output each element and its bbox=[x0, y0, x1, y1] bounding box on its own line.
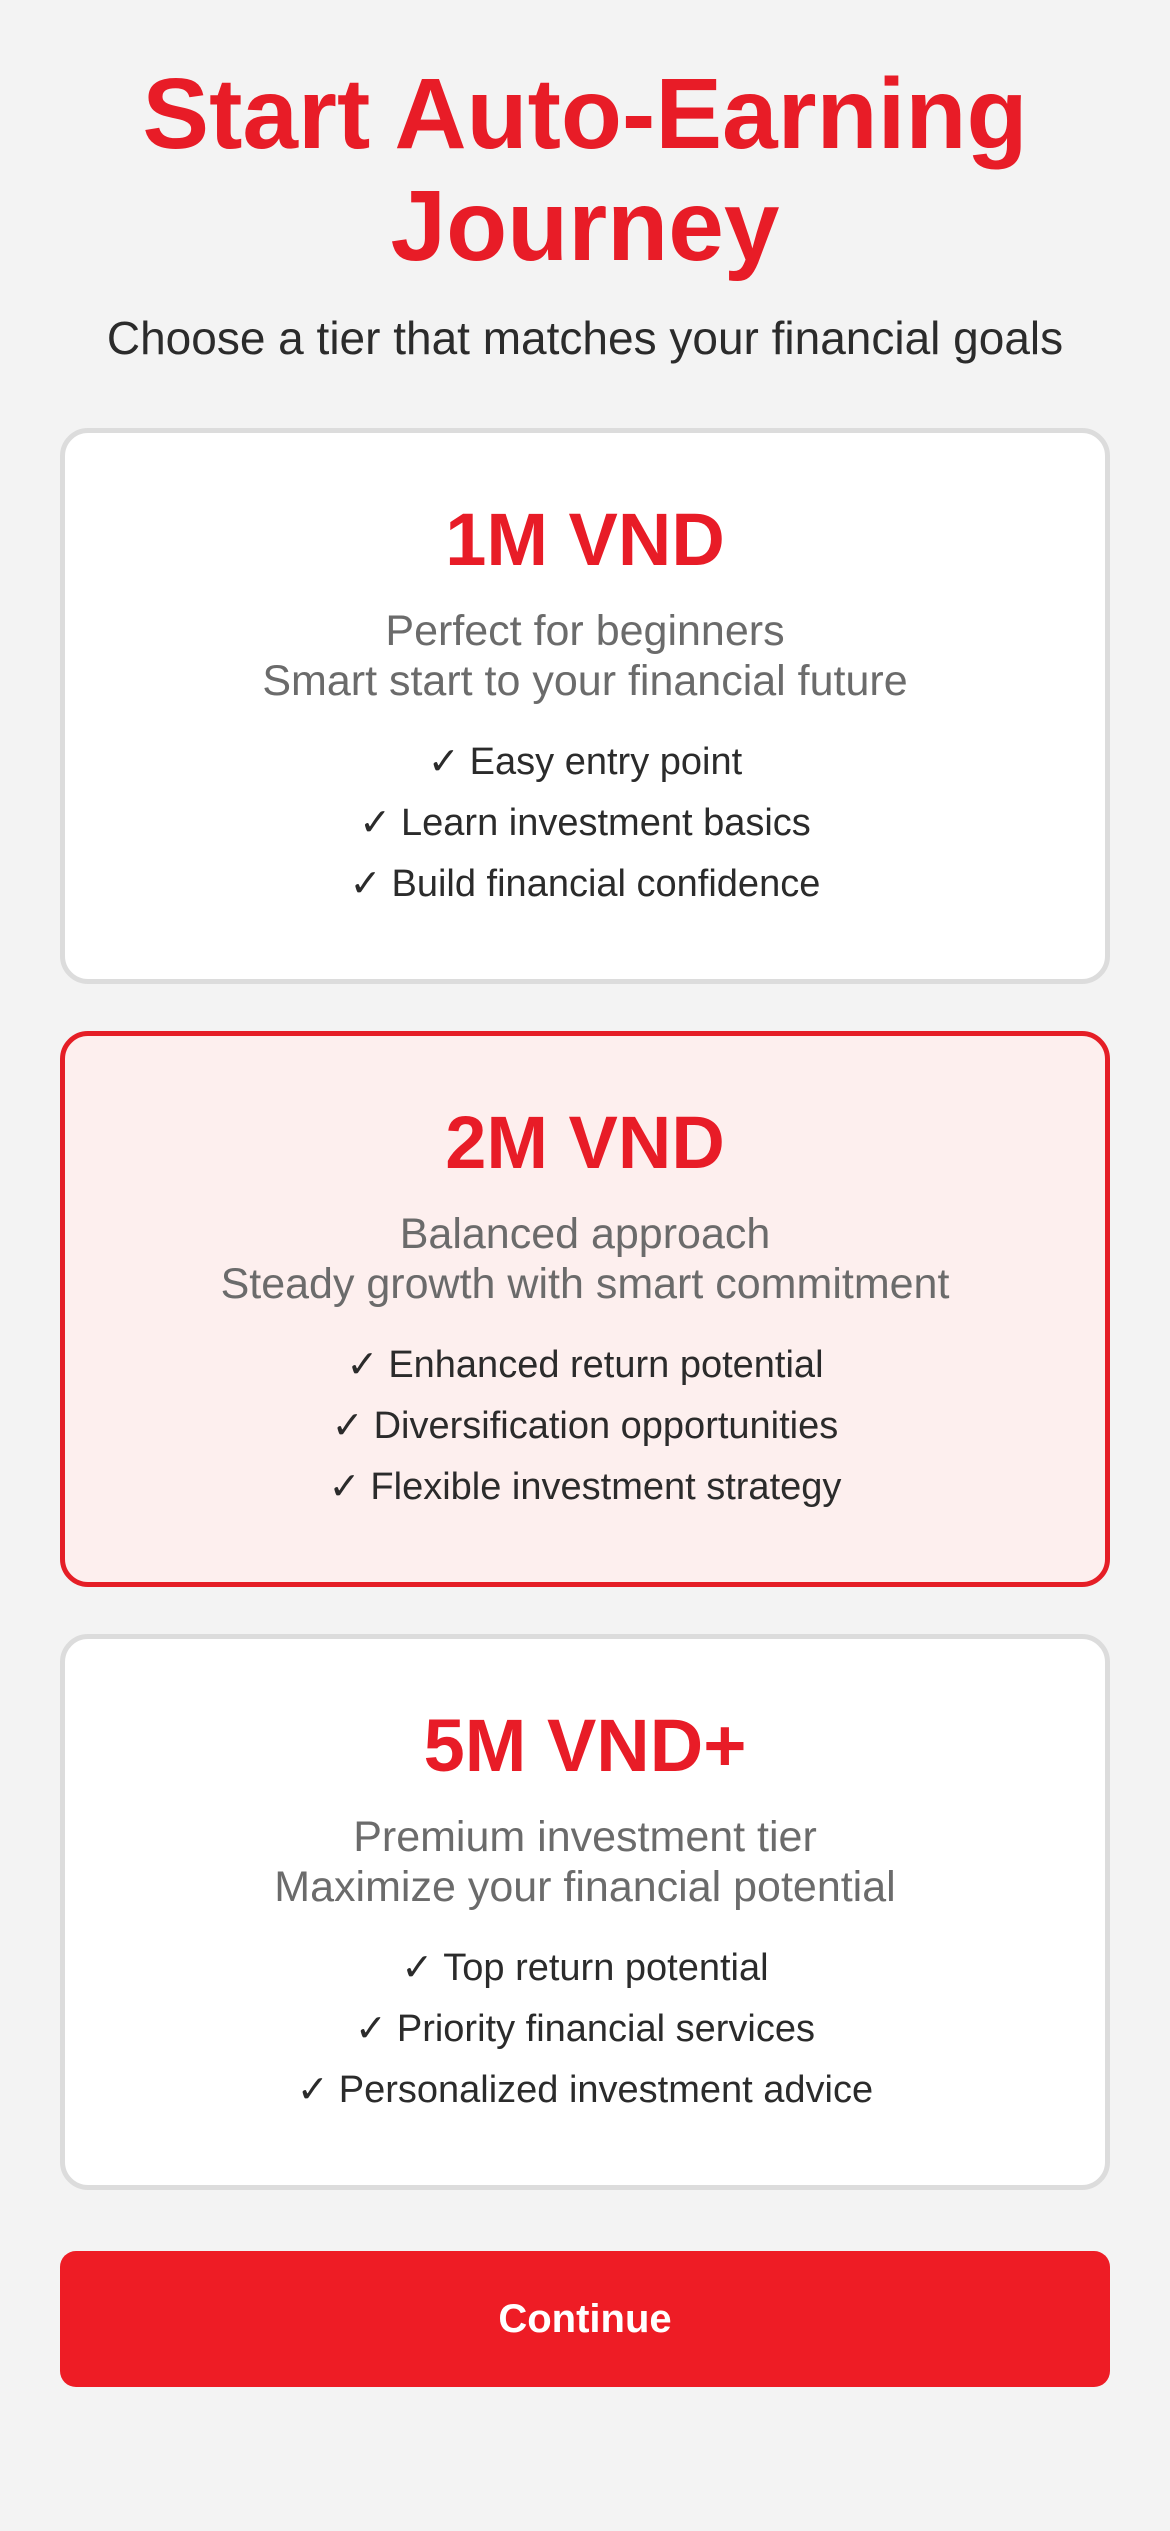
tier-detail: Smart start to your financial future bbox=[262, 657, 908, 705]
tier-feature-label: Diversification opportunities bbox=[373, 1405, 839, 1447]
tier-tagline: Balanced approach bbox=[399, 1210, 771, 1258]
check-icon: ✓ bbox=[359, 800, 392, 844]
tier-feature bbox=[65, 792, 1105, 853]
tier-feature-label: Learn investment basics bbox=[401, 802, 811, 844]
continue-button[interactable]: Continue bbox=[60, 2251, 1110, 2387]
title-line-1: Start Auto-Earning bbox=[142, 58, 1028, 170]
check-icon: ✓ bbox=[346, 1342, 379, 1386]
tier-feature-label: Easy entry point bbox=[469, 741, 743, 783]
tier-price: 1M VND bbox=[445, 498, 725, 581]
tier-feature-label: Priority financial services bbox=[396, 2008, 815, 2050]
tier-feature-label: Personalized investment advice bbox=[338, 2069, 874, 2111]
check-icon: ✓ bbox=[349, 861, 382, 905]
page-subtitle: Choose a tier that matches your financial goals bbox=[106, 312, 1064, 364]
tier-card-1m[interactable] bbox=[60, 428, 1110, 984]
check-icon: ✓ bbox=[401, 1945, 434, 1989]
tier-feature-label: Build financial confidence bbox=[391, 863, 821, 905]
tier-card-2m[interactable] bbox=[60, 1031, 1110, 1587]
tier-feature-label: Enhanced return potential bbox=[388, 1344, 824, 1386]
tier-feature-label: Flexible investment strategy bbox=[370, 1466, 842, 1508]
tier-feature bbox=[65, 731, 1105, 792]
tier-feature-list bbox=[65, 1937, 1105, 2120]
page-title bbox=[0, 58, 1170, 282]
tier-feature bbox=[65, 1334, 1105, 1395]
tier-feature bbox=[65, 1456, 1105, 1517]
tier-feature-list bbox=[65, 731, 1105, 914]
tier-feature bbox=[65, 853, 1105, 914]
tier-description bbox=[65, 606, 1105, 706]
tier-feature bbox=[65, 1395, 1105, 1456]
tier-tagline: Perfect for beginners bbox=[385, 607, 785, 655]
tier-feature-label: Top return potential bbox=[443, 1947, 769, 1989]
tier-price: 2M VND bbox=[445, 1101, 725, 1184]
check-icon: ✓ bbox=[328, 1464, 361, 1508]
tier-feature bbox=[65, 2059, 1105, 2120]
check-icon: ✓ bbox=[355, 2006, 387, 2050]
check-icon: ✓ bbox=[296, 2067, 329, 2111]
tier-description bbox=[65, 1812, 1105, 1912]
tier-card-5m-plus[interactable] bbox=[60, 1634, 1110, 2190]
tier-tagline: Premium investment tier bbox=[353, 1813, 817, 1861]
check-icon: ✓ bbox=[331, 1403, 364, 1447]
check-icon: ✓ bbox=[427, 739, 460, 783]
tier-detail: Maximize your financial potential bbox=[274, 1863, 896, 1911]
tier-feature bbox=[65, 1937, 1105, 1998]
tier-feature-list bbox=[65, 1334, 1105, 1517]
tier-detail: Steady growth with smart commitment bbox=[220, 1260, 950, 1308]
tier-feature bbox=[65, 1998, 1105, 2059]
title-line-2: Journey bbox=[390, 170, 780, 282]
tier-description bbox=[65, 1209, 1105, 1309]
tier-price: 5M VND+ bbox=[423, 1704, 747, 1787]
